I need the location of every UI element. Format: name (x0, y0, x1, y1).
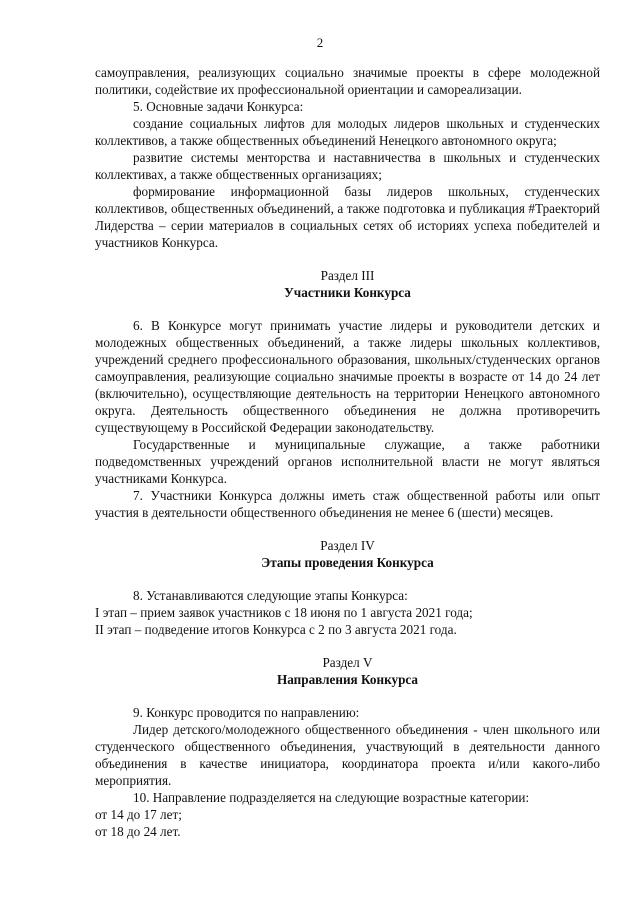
intro-paragraph-4: формирование информационной базы лидеров школьных, студенческих коллективов, общественных объединений, а также подготовка и публикация #Траекторий Лидерства – серии материалов в социальных сетях об историях успеха победителей и участников Конкурса. (95, 184, 600, 250)
section-4-paragraph-1: 8. Устанавливаются следующие этапы Конкурса: (133, 588, 408, 603)
section-5-paragraph-1: 9. Конкурс проводится по направлению: (133, 705, 360, 720)
section-5-paragraph-4: от 14 до 17 лет; (95, 807, 182, 822)
intro-paragraph-0: самоуправления, реализующих социально значимые проекты в сфере молодежной политики, содействие их профессиональной ориентации и самореализации. (95, 65, 600, 97)
section-4-paragraph-2: I этап – прием заявок участников с 18 июня по 1 августа 2021 года; (95, 605, 473, 620)
section-4-title: Этапы проведения Конкурса (261, 555, 434, 570)
intro-paragraph-2: создание социальных лифтов для молодых лидеров школьных и студенческих коллективов, а также общественных объединений Ненецкого автономного округа; (95, 116, 600, 148)
section-5-paragraph-2: Лидер детского/молодежного общественного объединения - член школьного или студенческого общественного объединения, участвующий в деятельности данного объединения в качестве инициатора, координатора проекта и/или какого-либо мероприятия. (95, 722, 600, 788)
intro-paragraph-3: развитие системы менторства и наставничества в школьных и студенческих коллективах, а также общественных организациях; (95, 150, 600, 182)
section-3-title: Участники Конкурса (284, 285, 411, 300)
section-5-label: Раздел V (322, 655, 373, 670)
section-5-paragraph-3: 10. Направление подразделяется на следующие возрастные категории: (133, 790, 530, 805)
document-body (95, 64, 600, 840)
section-5-title: Направления Конкурса (276, 672, 419, 687)
section-3-paragraph-2: Государственные и муниципальные служащие, а также работники подведомственных учреждений органов исполнительной власти не могут являться участниками Конкурса. (95, 437, 600, 486)
section-5-paragraph-5: от 18 до 24 лет. (95, 824, 181, 839)
section-3-paragraph-1: 6. В Конкурсе могут принимать участие лидеры и руководители детских и молодежных общественных объединений, а также лидеры школьных коллективов, учреждений среднего профессионального образования, школьных/студенческих органов самоуправления, реализующие социально значимые проекты в возрасте от 14 до 24 лет (включительно), осуществляющие деятельность на территории Ненецкого автономного округа. Деятельность общественного объединения не должна противоречить существующему в Российской Федерации законодательству. (95, 318, 600, 435)
section-3-paragraph-3: 7. Участники Конкурса должны иметь стаж общественной работы или опыт участия в деятельности общественного объединения не менее 6 (шести) месяцев. (95, 488, 600, 520)
page-number: 2 (316, 35, 324, 50)
section-4-paragraph-3: II этап – подведение итогов Конкурса с 2 по 3 августа 2021 года. (95, 622, 457, 637)
intro-paragraph-1: 5. Основные задачи Конкурса: (133, 99, 304, 114)
section-4-label: Раздел IV (320, 538, 375, 553)
section-3-label: Раздел III (320, 268, 375, 283)
